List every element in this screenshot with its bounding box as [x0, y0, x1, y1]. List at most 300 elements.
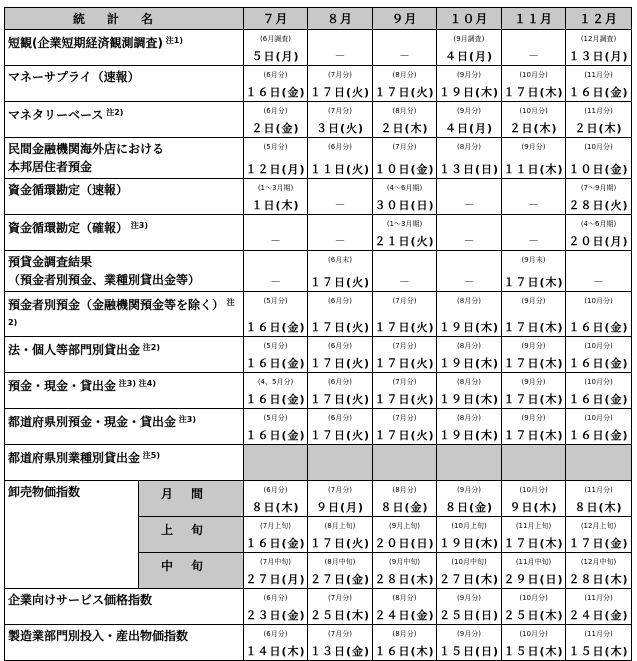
stat-name [5, 481, 139, 589]
no-release-dash: － [528, 234, 540, 247]
period-note: (7月分) [392, 414, 417, 422]
period-note: (10月分) [584, 378, 613, 386]
period-note: (7月分) [392, 378, 417, 386]
period-note: (8月中旬) [324, 558, 356, 566]
no-release-dash: － [270, 275, 282, 288]
schedule-cell [437, 337, 502, 373]
header-row [5, 8, 632, 30]
release-date: １９日(木) [438, 86, 500, 99]
no-release-dash: － [399, 49, 411, 62]
schedule-cell [244, 292, 308, 337]
period-note: (9月分) [457, 486, 481, 494]
header-month: ９月 [373, 8, 437, 30]
schedule-cell [244, 553, 308, 589]
release-date: ２日(木) [380, 122, 429, 135]
release-date: ５日(月) [251, 50, 300, 63]
period-note: (7月分) [328, 107, 352, 115]
schedule-cell [308, 138, 373, 179]
schedule-cell [502, 66, 566, 102]
stat-name [5, 215, 244, 251]
release-date: ８日(木) [251, 501, 300, 514]
period-note: (8月分) [392, 594, 417, 602]
period-note: (10月中旬) [451, 558, 487, 566]
schedule-cell [308, 553, 373, 589]
release-date: １９日(木) [438, 393, 500, 406]
schedule-cell [566, 66, 632, 102]
release-date: １６日(金) [568, 86, 629, 99]
stat-name-text: 短観(企業短期経済観測調査) [8, 36, 163, 50]
schedule-cell [566, 251, 632, 292]
release-date: １７日(火) [374, 86, 435, 99]
schedule-cell [502, 337, 566, 373]
period-note: (8月分) [392, 630, 417, 638]
footnote-ref: 注2) [103, 108, 124, 117]
schedule-cell [308, 337, 373, 373]
period-note: (8月分) [457, 297, 481, 305]
release-date: １１日(火) [309, 163, 371, 176]
period-note: (12月上旬) [580, 522, 617, 530]
period-note: (8月分) [457, 342, 481, 350]
footnote-ref: 注2) [8, 298, 235, 327]
schedule-cell [566, 138, 632, 179]
period-note: (11月中旬) [515, 558, 552, 566]
release-date: ３日(火) [315, 122, 365, 135]
period-note: (1～3月期) [257, 184, 294, 192]
footnote-ref: 注3) [128, 221, 149, 230]
schedule-cell [244, 409, 308, 445]
schedule-cell [308, 292, 373, 337]
table-row [5, 179, 632, 215]
schedule-cell [437, 30, 502, 66]
period-note: (4、5月分) [257, 378, 294, 386]
no-release-dash: － [270, 234, 282, 247]
release-date: ２５日(木) [503, 609, 564, 622]
period-note: (6月分) [263, 594, 288, 602]
release-date: １７日(火) [309, 276, 371, 289]
schedule-cell [437, 445, 502, 481]
footnote-ref: 注1) [162, 36, 183, 45]
period-note: (9月中旬) [389, 558, 420, 566]
release-date: １日(木) [251, 199, 300, 212]
schedule-cell [437, 215, 502, 251]
period-note: (10月分) [519, 594, 548, 602]
period-note: (9月分) [521, 143, 546, 151]
period-note: (7月分) [392, 143, 417, 151]
schedule-cell [566, 179, 632, 215]
release-date: ４日(月) [444, 50, 494, 63]
schedule-cell [437, 292, 502, 337]
schedule-cell [566, 553, 632, 589]
release-date: ２５日(木) [309, 609, 371, 622]
period-note: (10月分) [584, 414, 613, 422]
stat-name-text: 預金者別預金（金融機関預金等を除く） [8, 298, 225, 312]
stat-name-text: マネーサプライ（速報） [8, 70, 140, 84]
period-note: (11月分) [584, 107, 613, 115]
period-note: (11月分) [584, 71, 613, 79]
period-note: (9月分) [521, 297, 546, 305]
stat-name-text: 資金循環勘定（確報） [8, 221, 129, 235]
period-note: (10月上旬) [451, 522, 487, 530]
release-date: １７日(火) [374, 429, 435, 442]
stat-name-text: 都道府県別預金・現金・貸出金 [8, 415, 177, 429]
release-date: １１日(木) [503, 163, 564, 176]
no-release-dash: － [593, 275, 605, 288]
schedule-cell [437, 66, 502, 102]
release-date: １７日(火) [374, 321, 435, 334]
period-note: (8月分) [457, 414, 481, 422]
schedule-cell [566, 589, 632, 625]
period-note: (9月分) [521, 342, 546, 350]
period-note: (9月分) [521, 414, 546, 422]
stat-name [5, 138, 244, 179]
period-note: (7月上旬) [260, 522, 291, 530]
schedule-cell [373, 589, 437, 625]
schedule-cell [502, 445, 566, 481]
release-date: ３０日(日) [374, 199, 435, 212]
table-row [5, 251, 632, 292]
period-note: (8月分) [457, 143, 481, 151]
stat-name-text: 卸売物価指数 [8, 485, 81, 499]
period-note: (7月分) [328, 630, 352, 638]
release-date: ９日(木) [509, 501, 558, 514]
release-date: ２０日(日) [374, 537, 435, 550]
period-note: (10月分) [519, 107, 548, 115]
schedule-cell [308, 102, 373, 138]
schedule-cell [566, 292, 632, 337]
period-note: (4～6月期) [580, 220, 617, 228]
release-date: １７日(木) [503, 537, 564, 550]
period-note: (6月分) [263, 107, 288, 115]
release-date: １４日(木) [245, 645, 306, 658]
stat-name-text: （預金者別預金、業種別貸出金等） [8, 273, 201, 287]
schedule-cell [308, 481, 373, 517]
schedule-cell [437, 481, 502, 517]
schedule-cell [244, 215, 308, 251]
no-release-dash: － [528, 49, 540, 62]
no-release-dash: － [399, 275, 411, 288]
schedule-cell [244, 481, 308, 517]
schedule-cell [437, 409, 502, 445]
table-row [5, 445, 632, 481]
header-month: １２月 [566, 8, 632, 30]
release-date: １７日(火) [309, 537, 371, 550]
schedule-cell [244, 517, 308, 553]
table-row [5, 30, 632, 66]
period-note: (11月分) [584, 594, 613, 602]
schedule-cell [502, 251, 566, 292]
schedule-cell [244, 251, 308, 292]
schedule-cell [244, 66, 308, 102]
period-note: (9月分) [457, 107, 481, 115]
release-date: １６日(金) [245, 429, 306, 442]
schedule-cell [566, 409, 632, 445]
no-release-dash: － [528, 198, 540, 211]
schedule-cell [308, 66, 373, 102]
release-date: ２５日(日) [438, 609, 500, 622]
table-row [5, 337, 632, 373]
schedule-cell [373, 66, 437, 102]
release-date: １７日(火) [309, 357, 371, 370]
schedule-cell [373, 179, 437, 215]
stat-name-text: 預金・現金・貸出金 [8, 379, 117, 393]
schedule-cell [373, 481, 437, 517]
stat-name [5, 102, 244, 138]
header-month: ７月 [244, 8, 308, 30]
release-date: １６日(金) [245, 393, 306, 406]
release-date: １６日(金) [245, 86, 306, 99]
schedule-cell [373, 553, 437, 589]
period-note: (7月中旬) [260, 558, 291, 566]
period-note: (12月調査) [580, 35, 617, 43]
schedule-cell [308, 517, 373, 553]
release-date: １９日(木) [438, 357, 500, 370]
table-row [5, 102, 632, 138]
period-note: (6月分) [263, 71, 288, 79]
release-date: ２８日(木) [374, 573, 435, 586]
period-note: (8月上旬) [324, 522, 356, 530]
release-date: ２日(木) [574, 122, 623, 135]
schedule-cell [373, 215, 437, 251]
release-date: ２８日(火) [568, 199, 629, 212]
period-note: (1～3月期) [386, 220, 423, 228]
release-date: １６日(金) [245, 537, 306, 550]
release-date: ２９日(日) [503, 573, 564, 586]
release-date: ４日(月) [444, 122, 494, 135]
stat-name [5, 373, 244, 409]
release-date: １９日(木) [438, 321, 500, 334]
schedule-cell [373, 102, 437, 138]
period-note: (10月分) [584, 342, 613, 350]
stat-name-text: 法・個人等部門別貸出金 [8, 343, 141, 357]
period-note: (9月末) [521, 256, 546, 264]
period-note: (11月分) [584, 630, 613, 638]
release-date: １６日(金) [568, 357, 629, 370]
schedule-cell [566, 30, 632, 66]
table-row [5, 215, 632, 251]
stat-name-text: 企業向けサービス価格指数 [8, 593, 153, 607]
release-date: １５日(木) [503, 645, 564, 658]
period-note: (7～9月期) [580, 184, 617, 192]
schedule-cell [373, 445, 437, 481]
period-note: (7月分) [392, 342, 417, 350]
period-note: (7月分) [392, 297, 417, 305]
stat-name [5, 30, 244, 66]
no-release-dash: － [463, 234, 475, 247]
table-row [5, 409, 632, 445]
release-date: １７日(火) [309, 429, 371, 442]
schedule-cell [244, 337, 308, 373]
schedule-cell [437, 589, 502, 625]
schedule-cell [437, 517, 502, 553]
footnote-ref: 注5) [140, 451, 161, 460]
header-month: １１月 [502, 8, 566, 30]
schedule-cell [373, 337, 437, 373]
sub-period-label: 中旬 [139, 553, 244, 589]
footnote-ref: 注3) [176, 415, 197, 424]
schedule-cell [566, 517, 632, 553]
period-note: (8月分) [392, 486, 417, 494]
schedule-cell [244, 373, 308, 409]
period-note: (9月上旬) [389, 522, 420, 530]
release-date: １７日(木) [503, 357, 564, 370]
schedule-cell [502, 409, 566, 445]
schedule-cell [373, 517, 437, 553]
release-date: １６日(金) [245, 321, 306, 334]
table-row [5, 589, 632, 625]
period-note: (7月分) [328, 71, 352, 79]
release-date: ２７日(木) [438, 573, 500, 586]
footnote-ref: 注3) 注4) [116, 379, 157, 388]
sub-period-label: 上旬 [139, 517, 244, 553]
schedule-cell [437, 179, 502, 215]
schedule-cell [502, 373, 566, 409]
stat-name [5, 292, 244, 337]
release-date: １２日(月) [245, 163, 306, 176]
release-date: １３日(日) [438, 163, 500, 176]
schedule-cell [308, 445, 373, 481]
schedule-cell [566, 373, 632, 409]
header-month: １０月 [437, 8, 502, 30]
stat-name-text: 製造業部門別投入・産出物価指数 [8, 629, 189, 643]
schedule-cell [502, 481, 566, 517]
period-note: (6月調査) [260, 35, 291, 43]
release-date: １６日(金) [245, 357, 306, 370]
no-release-dash: － [463, 275, 475, 288]
stat-name-text: マネタリーベース [8, 108, 104, 122]
period-note: (6月分) [263, 630, 288, 638]
period-note: (6月分) [328, 143, 352, 151]
no-release-dash: － [463, 198, 475, 211]
release-date: １６日(金) [568, 321, 629, 334]
table-row [5, 481, 632, 517]
schedule-cell [502, 179, 566, 215]
no-release-dash: － [334, 49, 346, 62]
schedule-cell [437, 138, 502, 179]
period-note: (9月分) [457, 594, 481, 602]
schedule-cell [308, 589, 373, 625]
release-date: １７日(火) [309, 321, 371, 334]
schedule-cell [308, 30, 373, 66]
period-note: (6月分) [328, 297, 352, 305]
release-date: １７日(火) [309, 86, 371, 99]
release-date: ２８日(木) [568, 573, 629, 586]
period-note: (5月分) [263, 414, 288, 422]
release-date: １６日(金) [568, 393, 629, 406]
schedule-cell [437, 553, 502, 589]
release-date: １３日(月) [568, 50, 629, 63]
schedule-cell [502, 138, 566, 179]
period-note: (6月分) [328, 378, 352, 386]
release-date: １９日(木) [438, 429, 500, 442]
schedule-cell [373, 251, 437, 292]
release-date: １７日(木) [503, 276, 564, 289]
schedule-cell [308, 251, 373, 292]
schedule-cell [437, 251, 502, 292]
release-date: １９日(木) [438, 537, 500, 550]
schedule-cell [437, 102, 502, 138]
period-note: (9月分) [521, 378, 546, 386]
schedule-cell [502, 589, 566, 625]
release-date: １７日(木) [503, 321, 564, 334]
stat-name-text: 本邦居住者預金 [8, 160, 93, 174]
release-date: ２日(木) [509, 122, 558, 135]
stat-name-text: 預貸金調査結果 [8, 255, 93, 269]
period-note: (9月分) [457, 630, 481, 638]
no-release-dash: － [334, 198, 346, 211]
release-date: １７日(木) [503, 86, 564, 99]
release-date: ２日(金) [251, 122, 300, 135]
release-date: １７日(木) [503, 429, 564, 442]
release-date: １７日(火) [374, 393, 435, 406]
release-date: ２０日(月) [568, 235, 629, 248]
period-note: (9月調査) [453, 35, 485, 43]
period-note: (8月分) [457, 378, 481, 386]
schedule-cell [437, 373, 502, 409]
schedule-cell [566, 337, 632, 373]
period-note: (10月分) [584, 297, 613, 305]
table-body [5, 30, 632, 661]
period-note: (6月分) [263, 486, 288, 494]
schedule-cell [502, 517, 566, 553]
period-note: (10月分) [584, 143, 613, 151]
schedule-cell [373, 373, 437, 409]
period-note: (8月分) [392, 107, 417, 115]
release-date: ２３日(金) [245, 609, 306, 622]
schedule-cell [566, 445, 632, 481]
schedule-cell [502, 292, 566, 337]
release-date: １７日(火) [309, 393, 371, 406]
release-date: ９日(月) [315, 501, 365, 514]
release-date: ８日(金) [444, 501, 494, 514]
stat-name-text: 民間金融機関海外店における [8, 142, 165, 156]
release-date: ２７日(金) [309, 573, 371, 586]
schedule-cell [566, 481, 632, 517]
schedule-cell [308, 409, 373, 445]
stat-name [5, 409, 244, 445]
release-date: １６日(金) [568, 429, 629, 442]
period-note: (7月分) [328, 594, 352, 602]
no-release-dash: － [334, 234, 346, 247]
release-date: ２４日(金) [374, 609, 435, 622]
header-month: ８月 [308, 8, 373, 30]
release-date: １５日(日) [438, 645, 500, 658]
schedule-cell [566, 102, 632, 138]
schedule-cell [502, 30, 566, 66]
period-note: (6月分) [328, 342, 352, 350]
schedule-cell [373, 30, 437, 66]
stat-name [5, 251, 244, 292]
release-date: １０日(金) [374, 163, 435, 176]
period-note: (6月分) [328, 414, 352, 422]
schedule-cell [244, 445, 308, 481]
stat-name [5, 66, 244, 102]
stat-name [5, 179, 244, 215]
period-note: (10月分) [519, 71, 548, 79]
schedule-cell [373, 292, 437, 337]
schedule-cell [502, 553, 566, 589]
schedule-cell [244, 30, 308, 66]
stat-name [5, 445, 244, 481]
release-date: １７日(金) [568, 537, 629, 550]
period-note: (9月分) [457, 71, 481, 79]
header-stat-name: 統計名 [5, 8, 244, 30]
stat-name [5, 337, 244, 373]
schedule-cell [502, 215, 566, 251]
release-date: ２７日(月) [245, 573, 306, 586]
period-note: (10月分) [519, 486, 548, 494]
schedule-cell [308, 179, 373, 215]
release-date: １６日(木) [374, 645, 435, 658]
